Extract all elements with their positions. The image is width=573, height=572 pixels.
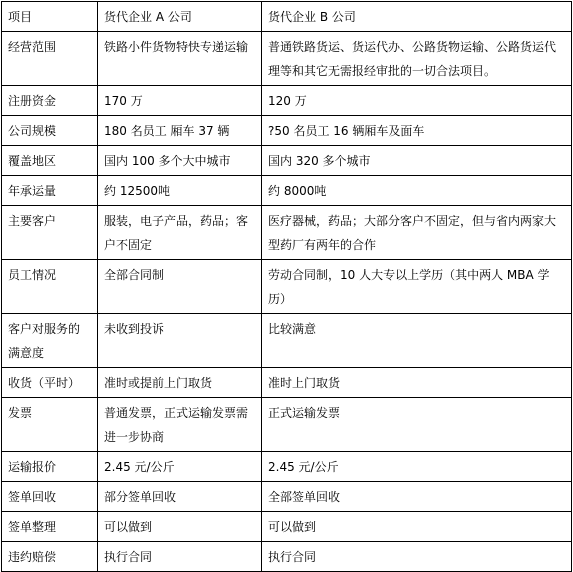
company-b-cell: 可以做到 <box>262 512 572 542</box>
company-a-cell: 国内 100 多个大中城市 <box>98 146 262 176</box>
table-row <box>2 452 572 482</box>
row-label-cell: 覆盖地区 <box>2 146 98 176</box>
row-label-cell: 运输报价 <box>2 452 98 482</box>
row-label-cell: 违约赔偿 <box>2 542 98 572</box>
company-b-cell: ?50 名员工 16 辆厢车及面车 <box>262 116 572 146</box>
company-b-cell: 劳动合同制，10 人大专以上学历（其中两人 MBA 学历） <box>262 260 572 314</box>
table-row <box>2 32 572 86</box>
row-label-cell: 注册资金 <box>2 86 98 116</box>
company-a-cell: 全部合同制 <box>98 260 262 314</box>
table-row <box>2 482 572 512</box>
company-b-cell: 普通铁路货运、货运代办、公路货物运输、公路货运代理等和其它无需报经审批的一切合法项目。 <box>262 32 572 86</box>
company-b-cell: 全部签单回收 <box>262 482 572 512</box>
row-label-cell: 主要客户 <box>2 206 98 260</box>
company-a-cell: 服装，电子产品，药品；客户不固定 <box>98 206 262 260</box>
company-a-cell: 部分签单回收 <box>98 482 262 512</box>
company-a-cell: 执行合同 <box>98 542 262 572</box>
table-row <box>2 398 572 452</box>
company-b-cell: 国内 320 多个城市 <box>262 146 572 176</box>
table-row <box>2 260 572 314</box>
company-b-cell: 120 万 <box>262 86 572 116</box>
table-row <box>2 206 572 260</box>
row-label-cell: 员工情况 <box>2 260 98 314</box>
company-b-cell: 比较满意 <box>262 314 572 368</box>
row-label-cell: 发票 <box>2 398 98 452</box>
table-header-row <box>2 2 572 32</box>
table-row <box>2 146 572 176</box>
company-b-cell: 2.45 元/公斤 <box>262 452 572 482</box>
company-b-cell: 准时上门取货 <box>262 368 572 398</box>
table-body <box>2 2 572 572</box>
company-a-cell: 约 12500吨 <box>98 176 262 206</box>
company-a-cell: 170 万 <box>98 86 262 116</box>
company-a-cell: 2.45 元/公斤 <box>98 452 262 482</box>
row-label-cell: 经营范围 <box>2 32 98 86</box>
company-b-cell: 约 8000吨 <box>262 176 572 206</box>
header-cell-company-b: 货代企业 B 公司 <box>262 2 572 32</box>
company-a-cell: 普通发票，正式运输发票需进一步协商 <box>98 398 262 452</box>
company-a-cell: 未收到投诉 <box>98 314 262 368</box>
table-row <box>2 86 572 116</box>
row-label-cell: 签单整理 <box>2 512 98 542</box>
table-row <box>2 368 572 398</box>
company-a-cell: 180 名员工 厢车 37 辆 <box>98 116 262 146</box>
header-cell-company-a: 货代企业 A 公司 <box>98 2 262 32</box>
company-a-cell: 可以做到 <box>98 512 262 542</box>
row-label-cell: 收货（平时） <box>2 368 98 398</box>
table-row <box>2 512 572 542</box>
row-label-cell: 签单回收 <box>2 482 98 512</box>
company-b-cell: 执行合同 <box>262 542 572 572</box>
comparison-table <box>1 1 572 572</box>
company-b-cell: 医疗器械，药品；大部分客户不固定，但与省内两家大型药厂有两年的合作 <box>262 206 572 260</box>
table-row <box>2 116 572 146</box>
table-row <box>2 176 572 206</box>
table-row <box>2 542 572 572</box>
row-label-cell: 年承运量 <box>2 176 98 206</box>
table-row <box>2 314 572 368</box>
company-a-cell: 准时或提前上门取货 <box>98 368 262 398</box>
row-label-cell: 公司规模 <box>2 116 98 146</box>
header-cell-item: 项目 <box>2 2 98 32</box>
row-label-cell: 客户对服务的满意度 <box>2 314 98 368</box>
company-a-cell: 铁路小件货物特快专递运输 <box>98 32 262 86</box>
company-b-cell: 正式运输发票 <box>262 398 572 452</box>
